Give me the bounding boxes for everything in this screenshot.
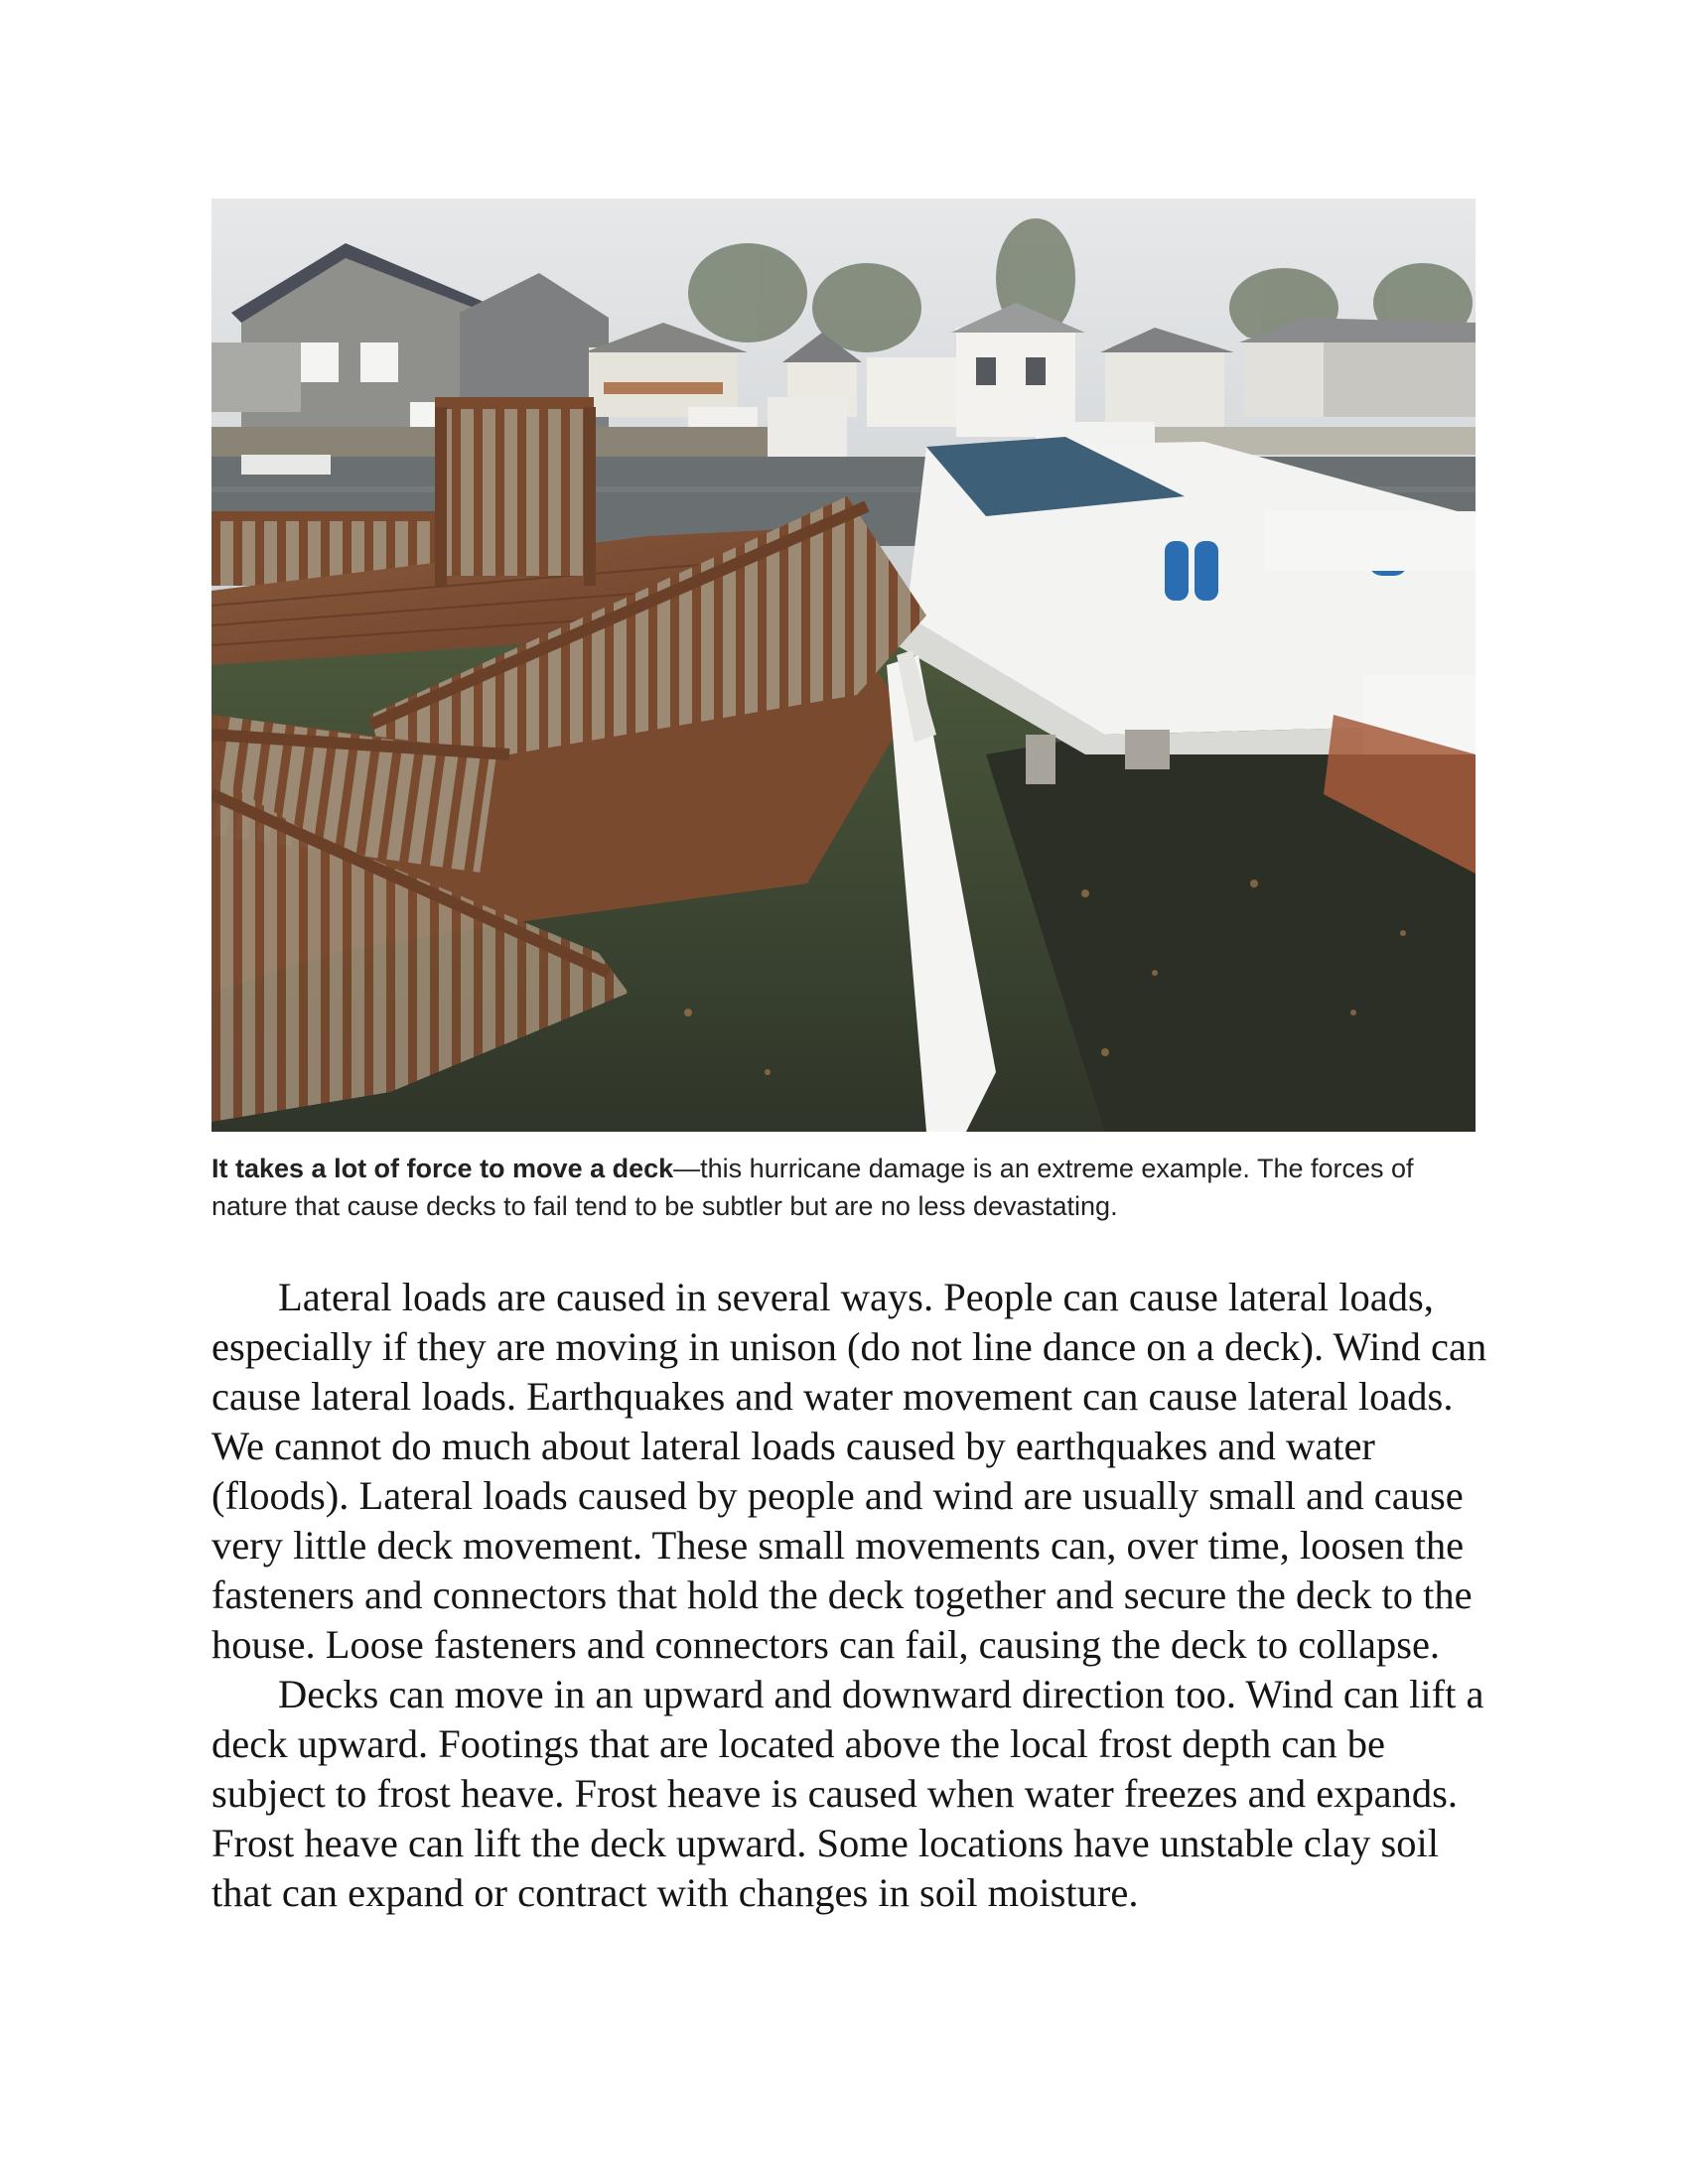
figure-caption	[211, 1150, 1477, 1225]
paragraph-vertical-movement: Decks can move in an upward and downward direction too. Wind can lift a deck upward. Footings that are located above the local frost depth can be subject to frost heave. Frost heave is caused when water freezes and expands. Frost heave can lift the deck upward. Some locations have unstable clay soil that can expand or contract with changes in soil moisture.	[211, 1672, 1484, 1915]
paragraph-lateral-loads: Lateral loads are caused in several ways. People can cause lateral loads, especially if they are moving in unison (do not line dance on a deck). Wind can cause lateral loads. Earthquakes and water movement can cause lateral loads. We cannot do much about lateral loads caused by earthquakes and water (floods). Lateral loads caused by people and wind are usually small and cause very little deck movement. These small movements can, over time, loosen the fasteners and connectors that hold the deck together and secure the deck to the house. Loose fasteners and connectors can fail, causing the deck to collapse.	[211, 1275, 1487, 1667]
caption-text: —this hurricane damage is an extreme example. The forces of nature that cause decks to fail tend to be subtler but are no less devastating.	[211, 1154, 1414, 1221]
body-text	[211, 1273, 1492, 1918]
caption-lead: It takes a lot of force to move a deck	[211, 1154, 674, 1183]
hurricane-deck-photo	[211, 199, 1476, 1132]
